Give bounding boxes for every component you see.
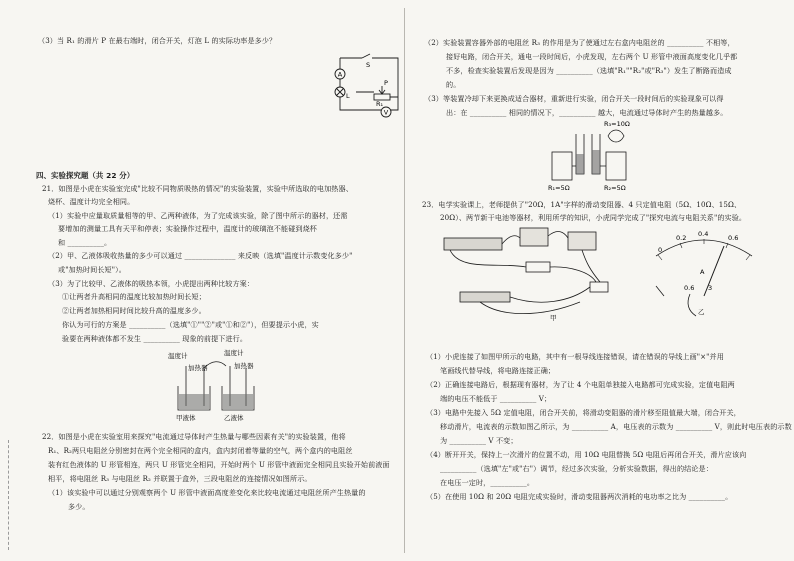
q23-part-line: __________（选填"左"或"右"）调节，经过多次实验，分析实验数据，得出的结论是：: [440, 464, 713, 473]
ammeter-dial-figure: [644, 226, 764, 318]
q23-part-line: （3）电路中先接入 5Ω 定值电阻，闭合开关前，将滑动变阻器的滑片移至阻值最大端，闭合开关，: [426, 408, 741, 417]
circuit-diagram: [332, 52, 404, 124]
q23-line: 20Ω）、两节新干电池等器材，利用所学的知识，小虎同学完成了"探究电流与电阻关系"的实验。: [440, 213, 747, 222]
q21-line: （1）实验中应量取质量相等的甲、乙两种液体，为了完成该实验，除了图中所示的器材，还需: [48, 211, 348, 220]
q22-line: 22．如图是小虎在实验室用来探究"电流通过导体时产生热量与哪些因素有关"的实验装置，他将: [42, 432, 346, 441]
q22-cont-line: 的。: [446, 80, 461, 89]
q23-part-line: 端的电压不能低于 __________ V；: [440, 394, 552, 403]
terminal-label: 3: [708, 284, 713, 292]
heater-label: 加热器: [188, 364, 208, 372]
column-divider: [404, 8, 405, 553]
q22-cont-line: （2）实验装置容器外部的电阻丝 R₃ 的作用是为了使通过左右盒内电阻丝的 __________ 不相等，: [424, 38, 735, 47]
circuit-figure-jia: [440, 222, 650, 322]
q22-cont-line: （3）等装置冷却下来更换成适合器材，重新进行实验，闭合开关一段时间后的实验现象可以得: [424, 94, 724, 103]
q21-line: ②让两者加热相同时间比较升高的温度多少。: [62, 306, 206, 315]
q23-part-line: 移动滑片，电流表的示数如图乙所示，为 __________ A，电压表的示数为 __________ V，则此时电压表的示数: [440, 422, 792, 431]
joule-heating-figure: [546, 118, 638, 192]
q23-part-line: 在电压一定时，__________。: [440, 478, 535, 487]
slider-label: P: [384, 79, 388, 87]
scale-tick-label: 0.2: [676, 234, 687, 242]
switch-label: S: [366, 61, 371, 69]
q21-line: 或"加热时间长短"）。: [58, 265, 126, 274]
r3-label: R₃=10Ω: [604, 120, 630, 128]
section-title: 四、实验探究题（共 22 分）: [36, 171, 135, 180]
figure-yi-label: 乙: [698, 308, 705, 316]
scale-tick-label: 0: [658, 246, 663, 254]
q23-part-line: （4）断开开关，保持上一次滑片的位置不动，用 10Ω 电阻替换 5Ω 电阻后再闭合开关，滑片应该向: [426, 450, 747, 459]
q22-cont-line: 不多，检查实验装置后发现是因为 __________（选填"R₁""R₂"或"R₃"）发生了断路而造成: [446, 66, 732, 75]
thermometer-label: 温度计: [224, 349, 244, 357]
heater-label: 加热器: [234, 362, 254, 370]
q21-line: 你认为可行的方案是 __________（选填"①""②"或"①和②"），但要提示小虎，实: [62, 320, 319, 329]
liquid-a-label: 甲液体: [176, 414, 196, 422]
q23-part-line: （2）正确连接电路后，根据现有器材，为了让 4 个电阻单独接入电路都可完成实验，定值电阻两: [426, 380, 735, 389]
resistor-label: R₁: [376, 100, 384, 108]
scale-tick-label: 0.4: [698, 230, 709, 238]
binding-margin-line: [8, 440, 10, 550]
q21-line: 和 __________。: [58, 238, 112, 247]
q22-line: 相平，将电阻丝 R₃ 与电阻丝 R₂ 并联置于盒外，三段电阻丝的连接情况如图所示。: [48, 474, 312, 483]
thermometer-label: 温度计: [168, 352, 188, 360]
q22-line: 多少。: [68, 502, 90, 511]
q23-line: 23．电学实验课上，老师提供了"20Ω，1A"字样的滑动变阻器、4 只定值电阻（5Ω、10Ω、15Ω、: [422, 200, 742, 209]
q21-line: （3）为了比较甲、乙液体的吸热本领，小虎提出两种比较方案：: [48, 279, 255, 288]
q21-line: 烧杯、温度计均完全相同。: [48, 197, 135, 206]
q23-part-line: 笔画线代替导线，将电路连接正确；: [440, 366, 556, 375]
q20-part3: （3）当 R₁ 的滑片 P 在最右端时，闭合开关，灯泡 L 的实际功率是多少？: [38, 36, 277, 45]
q21-line: 要增加的测量工具有天平和停表；实验操作过程中，温度计的玻璃泡不能碰到烧杯: [58, 224, 317, 233]
heating-experiment-figure: [164, 346, 274, 424]
q23-part-line: 为 __________ V 不变；: [440, 436, 518, 445]
q22-line: R₁、R₂两只电阻丝分别密封在两个完全相同的盒内，盒内封闭着等量的空气，两个盒内的电阻丝: [48, 446, 353, 455]
q22-line: （1）该实验中可以通过分别观察两个 U 形管中液面高度差变化来比较电流通过电阻丝所产生热量的: [48, 488, 366, 497]
q22-line: 装有红色液体的 U 形管相连，两只 U 形管完全相同，开始时两个 U 形管中液面完全相同且实验开始前液面: [48, 460, 390, 469]
q21-line: （2）甲、乙液体吸收热量的多少可以通过 ______________ 来反映（选填"温度计示数变化多少": [48, 251, 353, 260]
r2-label: R₂=5Ω: [604, 184, 626, 192]
scale-tick-label: 0.6: [728, 234, 739, 242]
q21-line: ①让两者升高相同的温度比较加热时间长短；: [62, 292, 206, 301]
lamp-label: L: [346, 92, 350, 100]
q22-cont-line: 接好电路，闭合开关，通电一段时间后，小虎发现，左右两个 U 形管中液面高度变化几乎都: [446, 52, 738, 61]
q22-cont-line: 出：在 __________ 相同的情况下，__________ 越大，电流通过导体时产生的热量越多。: [446, 108, 728, 117]
q21-line: 21．如图是小虎在实验室完成"比较不同物质吸热的情况"的实验装置，实验中所选取的电加热器、: [42, 184, 353, 193]
ammeter-unit-label: A: [700, 268, 705, 276]
terminal-label: 0.6: [684, 284, 695, 292]
r1-label: R₁=5Ω: [548, 184, 570, 192]
figure-jia-label: 甲: [550, 314, 557, 322]
ammeter-label: A: [337, 70, 343, 79]
q23-part-line: （5）在使用 10Ω 和 20Ω 电阻完成实验时，滑动变阻器两次消耗的电功率之比为 __________。: [426, 492, 733, 501]
q23-part-line: （1）小虎连接了如图甲所示的电路，其中有一根导线连接错误，请在错误的导线上画"×"并用: [426, 352, 724, 361]
voltmeter-label: V: [383, 108, 389, 117]
liquid-b-label: 乙液体: [224, 414, 244, 422]
q21-line: 验要在两种液体都不发生 __________ 现象的前提下进行。: [62, 334, 248, 343]
